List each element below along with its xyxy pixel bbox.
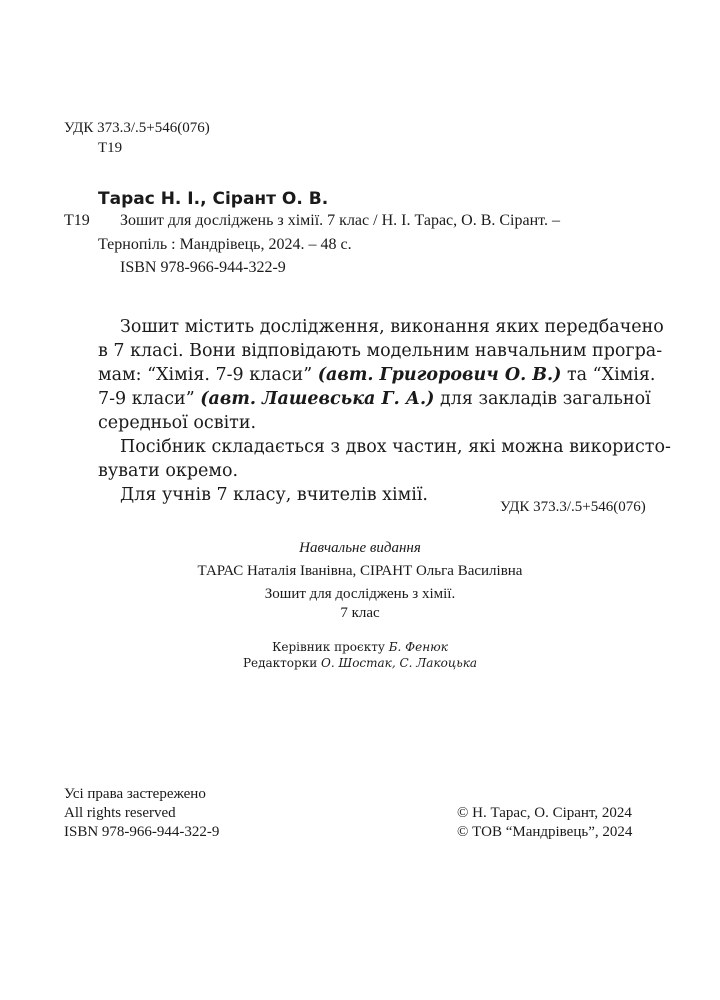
annotation-line-3 xyxy=(98,365,656,385)
annotation-line-4-author: (авт. Лашевська Г. А.) xyxy=(200,389,435,409)
imprint-grade: 7 клас xyxy=(340,605,380,621)
rights-isbn: ISBN 978-966-944-322-9 xyxy=(64,824,220,840)
annotation-line-4 xyxy=(98,389,651,409)
imprint-title: Зошит для досліджень з хімії. xyxy=(264,586,456,602)
udk-code-right: УДК 373.3/.5+546(076) xyxy=(500,499,646,515)
biblio-line-2: Тернопіль : Мандрівець, 2024. – 48 с. xyxy=(98,236,352,253)
annotation-line-6: Посібник складається з двох частин, які можна використо- xyxy=(120,437,671,457)
rights-en: All rights reserved xyxy=(64,805,176,821)
annotation-line-5: середньої освіти. xyxy=(98,413,257,433)
project-manager xyxy=(0,640,720,654)
manager-name: Б. Фенюк xyxy=(388,640,448,654)
annotation-line-8: Для учнів 7 класу, вчителів хімії. xyxy=(120,485,428,505)
annotation-line-7: вувати окремо. xyxy=(98,461,239,481)
biblio-isbn: ISBN 978-966-944-322-9 xyxy=(120,259,286,276)
authors-full: ТАРАС Наталія Іванівна, СІРАНТ Ольга Василівна xyxy=(197,563,523,579)
manager-label: Керівник проєкту xyxy=(272,640,385,654)
copyright-authors: © Н. Тарас, О. Сірант, 2024 xyxy=(457,805,632,821)
author-mark: Т19 xyxy=(98,140,123,156)
editors-label: Редакторки xyxy=(242,656,318,670)
biblio-line-1: Зошит для досліджень з хімії. 7 клас / Н. І. Тарас, О. В. Сірант. – xyxy=(120,212,560,229)
annotation-line-2: в 7 класі. Вони відповідають модельним навчальним програ- xyxy=(98,341,663,361)
biblio-mark: Т19 xyxy=(64,212,90,229)
copyright-publisher: © ТОВ “Мандрівець”, 2024 xyxy=(457,824,633,840)
annotation-line-4-a: 7-9 класи” xyxy=(98,389,195,409)
edition-type: Навчальне видання xyxy=(299,540,421,556)
annotation-line-3-a: мам: “Хімія. 7-9 класи” xyxy=(98,365,313,385)
annotation-line-1: Зошит містить дослідження, виконання яких передбачено xyxy=(120,317,664,337)
editors xyxy=(0,656,720,670)
annotation-line-3-author: (авт. Григорович О. В.) xyxy=(317,365,562,385)
udk-code-top: УДК 373.3/.5+546(076) xyxy=(64,120,210,136)
annotation-line-3-c: та “Хімія. xyxy=(567,365,656,385)
authors-heading: Тарас Н. І., Сірант О. В. xyxy=(98,189,329,209)
editors-names: О. Шостак, С. Лакоцька xyxy=(321,656,478,670)
rights-uk: Усі права застережено xyxy=(64,786,206,802)
annotation-line-4-c: для закладів загальної xyxy=(439,389,651,409)
